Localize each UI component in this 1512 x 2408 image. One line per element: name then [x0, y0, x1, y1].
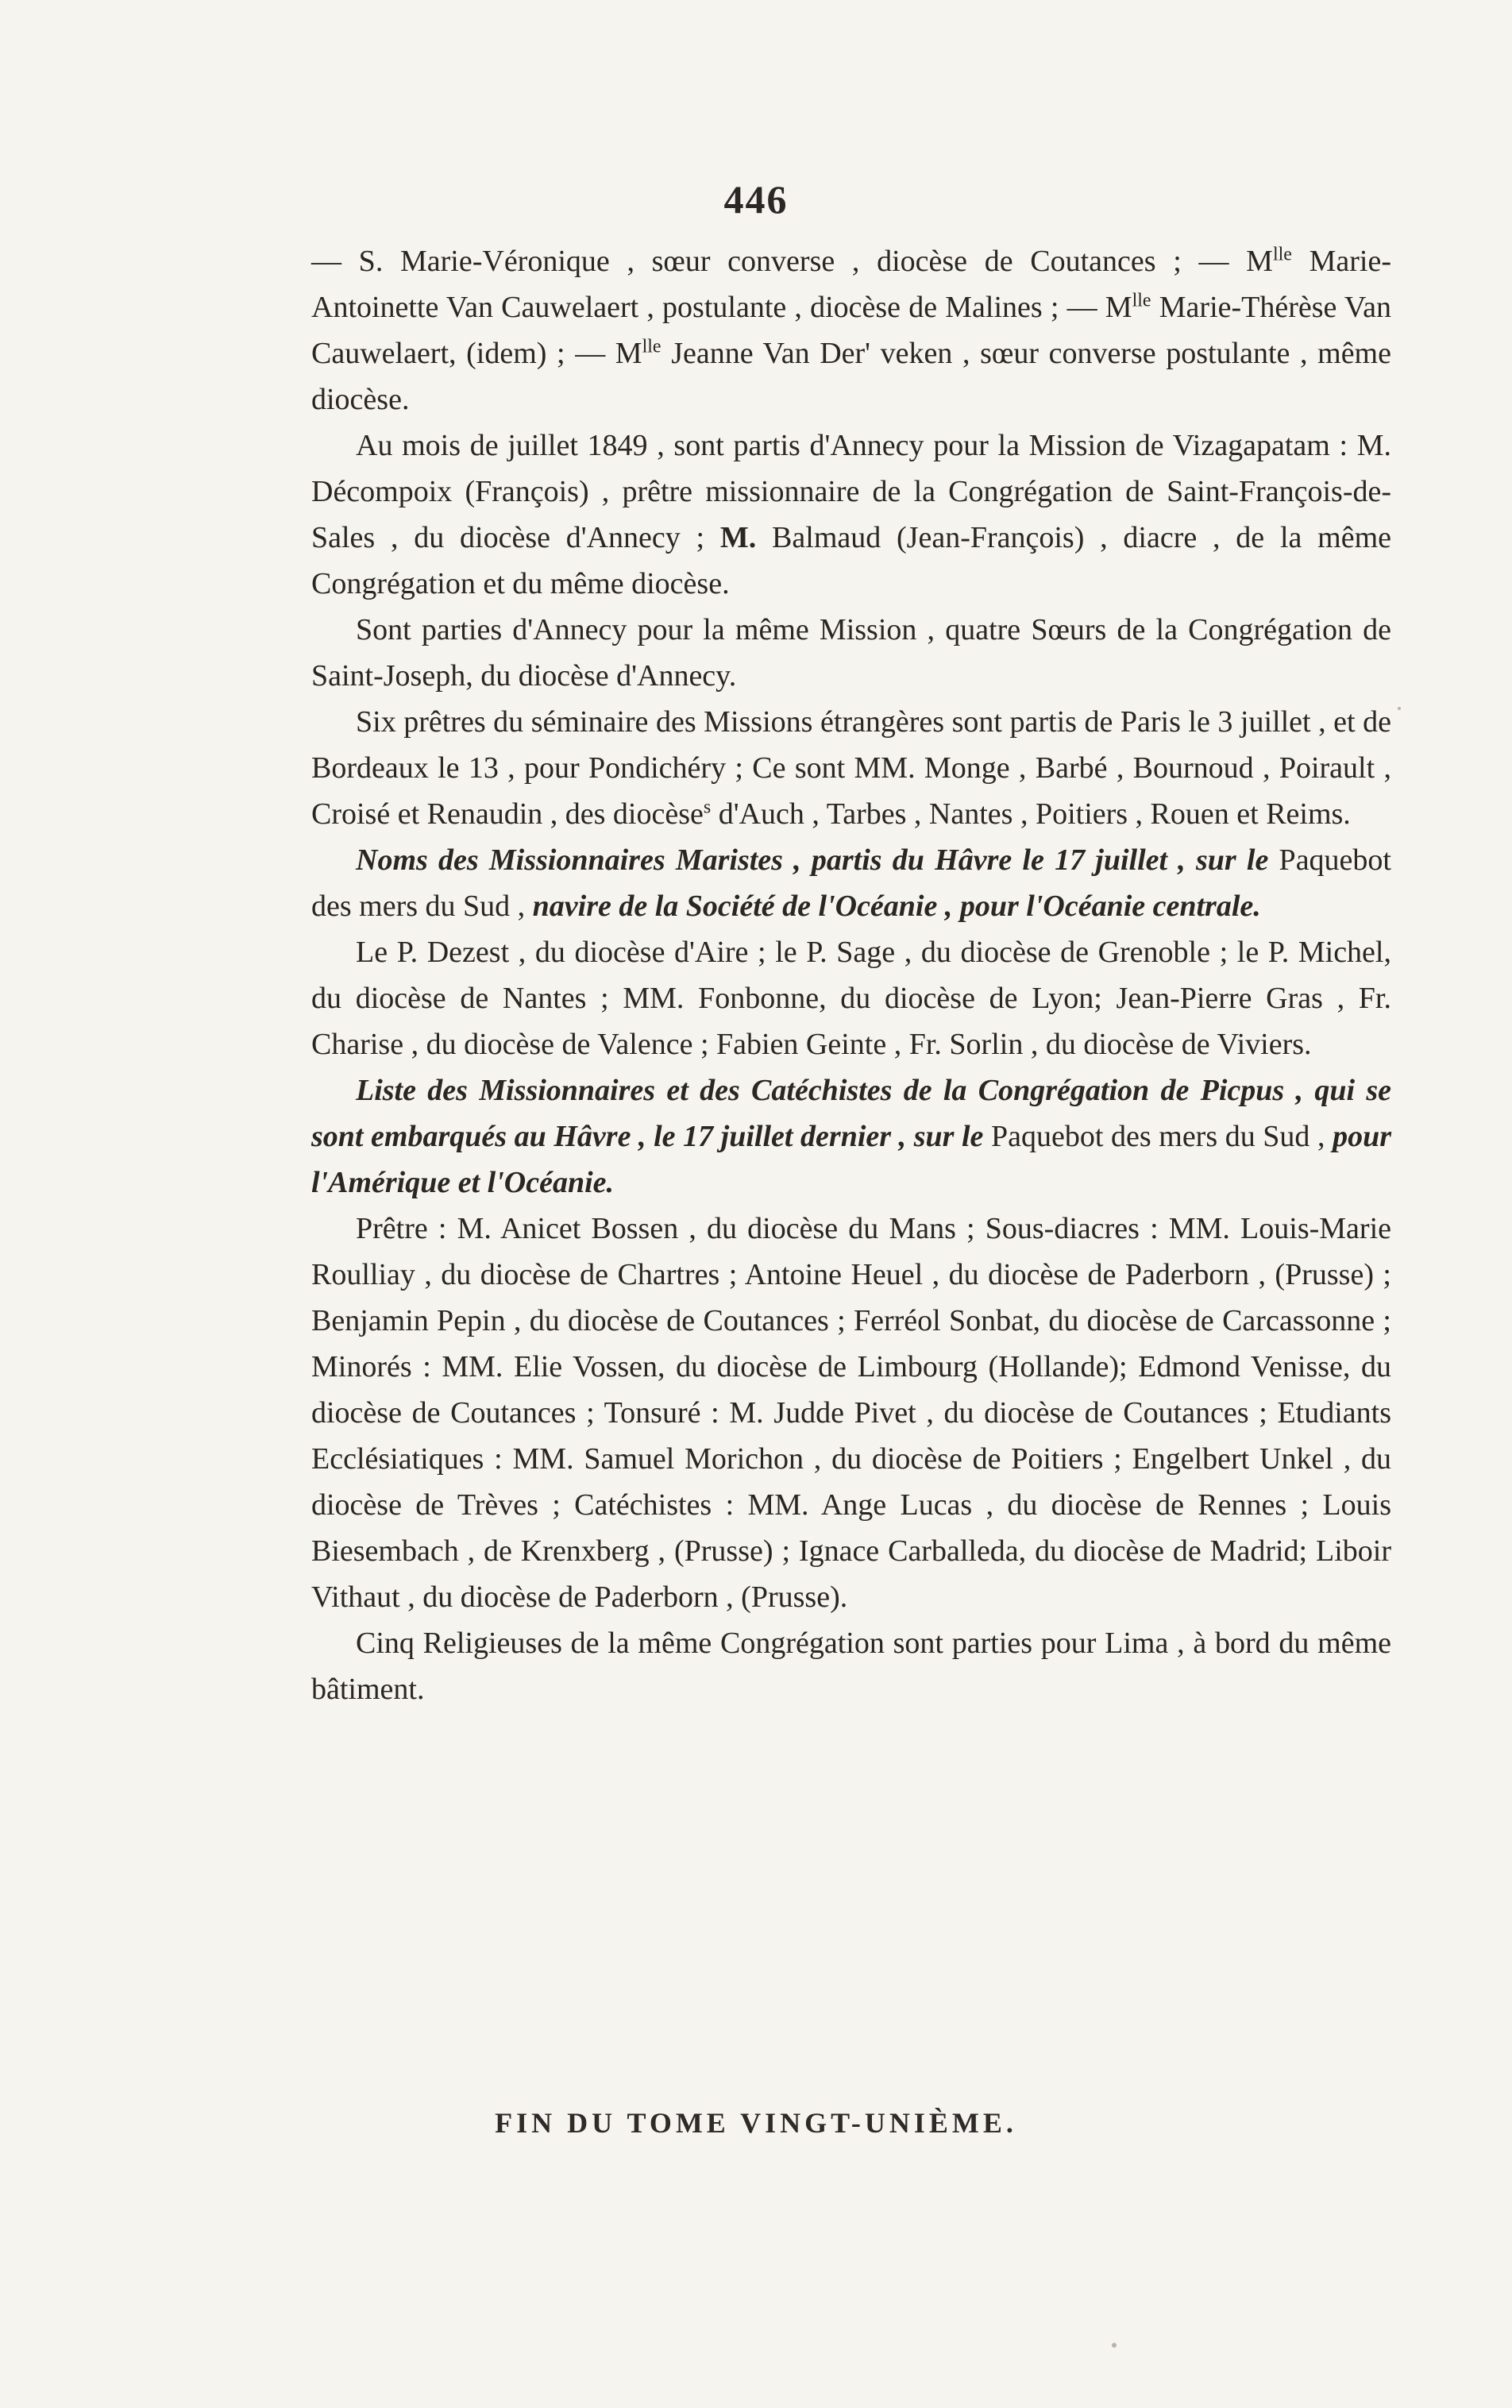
text-run: — S. Marie-Véronique , sœur converse , diocèse de Coutances ; — M	[311, 245, 1273, 278]
body-text	[311, 238, 1391, 1712]
italic-run: pour l'Amérique et l'Océanie.	[311, 1120, 1392, 1199]
text-run: Paquebot des mers du Sud ,	[311, 843, 1391, 923]
italic-run: Liste des Missionnaires et des Catéchistes de la Congrégation de Picpus , qui se sont embarqués au Hâvre , le 17 juillet dernier , sur le	[311, 1074, 1391, 1153]
text-run: d'Auch , Tarbes , Nantes , Poitiers , Rouen et Reims.	[711, 797, 1351, 831]
paragraph-annecy-mission	[311, 423, 1391, 607]
italic-run: Noms des Missionnaires Maristes , partis du Hâvre le 17 juillet , sur le	[356, 843, 1269, 877]
text-run: Balmaud (Jean-François) , diacre , de la même Congrégation et du même diocèse.	[311, 521, 1391, 600]
paragraph-picpus-heading	[311, 1067, 1391, 1206]
text-run: Jeanne Van Der' veken , sœur converse postulante , même diocèse.	[311, 337, 1391, 416]
superscript: lle	[642, 336, 662, 357]
paragraph-paris-departure	[311, 699, 1391, 837]
paragraph-saint-joseph-sisters: Sont parties d'Annecy pour la même Mission , quatre Sœurs de la Congrégation de Saint-Joseph, du diocèse d'Annecy.	[311, 613, 1391, 693]
paper-speck	[1112, 2343, 1117, 2348]
paragraph-sisters-list	[311, 238, 1391, 423]
paragraph-maristes-heading	[311, 837, 1391, 929]
end-of-volume: FIN DU TOME VINGT-UNIÈME.	[495, 2107, 1017, 2139]
superscript: lle	[1132, 290, 1151, 311]
bold-run: M.	[719, 521, 757, 554]
paper-speck	[1398, 707, 1401, 710]
italic-run: navire de la Société de l'Océanie , pour l'Océanie centrale.	[532, 889, 1261, 923]
text-run: Marie-Thérèse Van Cauwelaert, (idem) ; — M	[311, 291, 1391, 370]
superscript: lle	[1272, 244, 1292, 265]
superscript: s	[703, 797, 712, 818]
page-number: 446	[723, 177, 789, 222]
paragraph-maristes-list: Le P. Dezest , du diocèse d'Aire ; le P. Sage , du diocèse de Grenoble ; le P. Michel, du diocèse de Nantes ; MM. Fonbonne, du diocèse de Lyon; Jean-Pierre Gras , Fr. Charise , du diocèse de Valence ; Fabien Geinte , Fr. Sorlin , du diocèse de Viviers.	[311, 936, 1391, 1061]
text-run: Paquebot des mers du Sud ,	[983, 1120, 1333, 1153]
paragraph-picpus-list: Prêtre : M. Anicet Bossen , du diocèse du Mans ; Sous-diacres : MM. Louis-Marie Roulliay , du diocèse de Chartres ; Antoine Heuel , du diocèse de Paderborn , (Prusse) ; Benjamin Pepin , du diocèse de Coutances ; Ferréol Sonbat, du diocèse de Carcassonne ; Minorés : MM. Elie Vossen, du diocèse de Limbourg (Hollande); Edmond Venisse, du diocèse de Coutances ; Tonsuré : M. Judde Pivet , du diocèse de Coutances ; Etudiants Ecclésiatiques : MM. Samuel Morichon , du diocèse de Poitiers ; Engelbert Unkel , du diocèse de Trèves ; Catéchistes : MM. Ange Lucas , du diocèse de Rennes ; Louis Biesembach , de Krenxberg , (Prusse) ; Ignace Carballeda, du diocèse de Madrid; Liboir Vithaut , du diocèse de Paderborn , (Prusse).	[311, 1212, 1391, 1614]
text-run: Six prêtres du séminaire des Missions étrangères sont partis de Paris le 3 juillet , et de Bordeaux le 13 , pour Pondichéry ; Ce sont MM. Monge , Barbé , Bournoud , Poirault , Croisé et Renaudin , des diocèse	[311, 705, 1391, 831]
paragraph-religieuses: Cinq Religieuses de la même Congrégation sont parties pour Lima , à bord du même bâtiment.	[311, 1627, 1391, 1706]
text-run: Au mois de juillet 1849 , sont partis d'Annecy pour la Mission de Vizagapatam : M. Décompoix (François) , prêtre missionnaire de la Congrégation de Saint-François-de-Sales , du diocèse d'Annecy ;	[311, 429, 1391, 554]
text-run: Marie-Antoinette Van Cauwelaert , postulante , diocèse de Malines ; — M	[311, 245, 1392, 324]
